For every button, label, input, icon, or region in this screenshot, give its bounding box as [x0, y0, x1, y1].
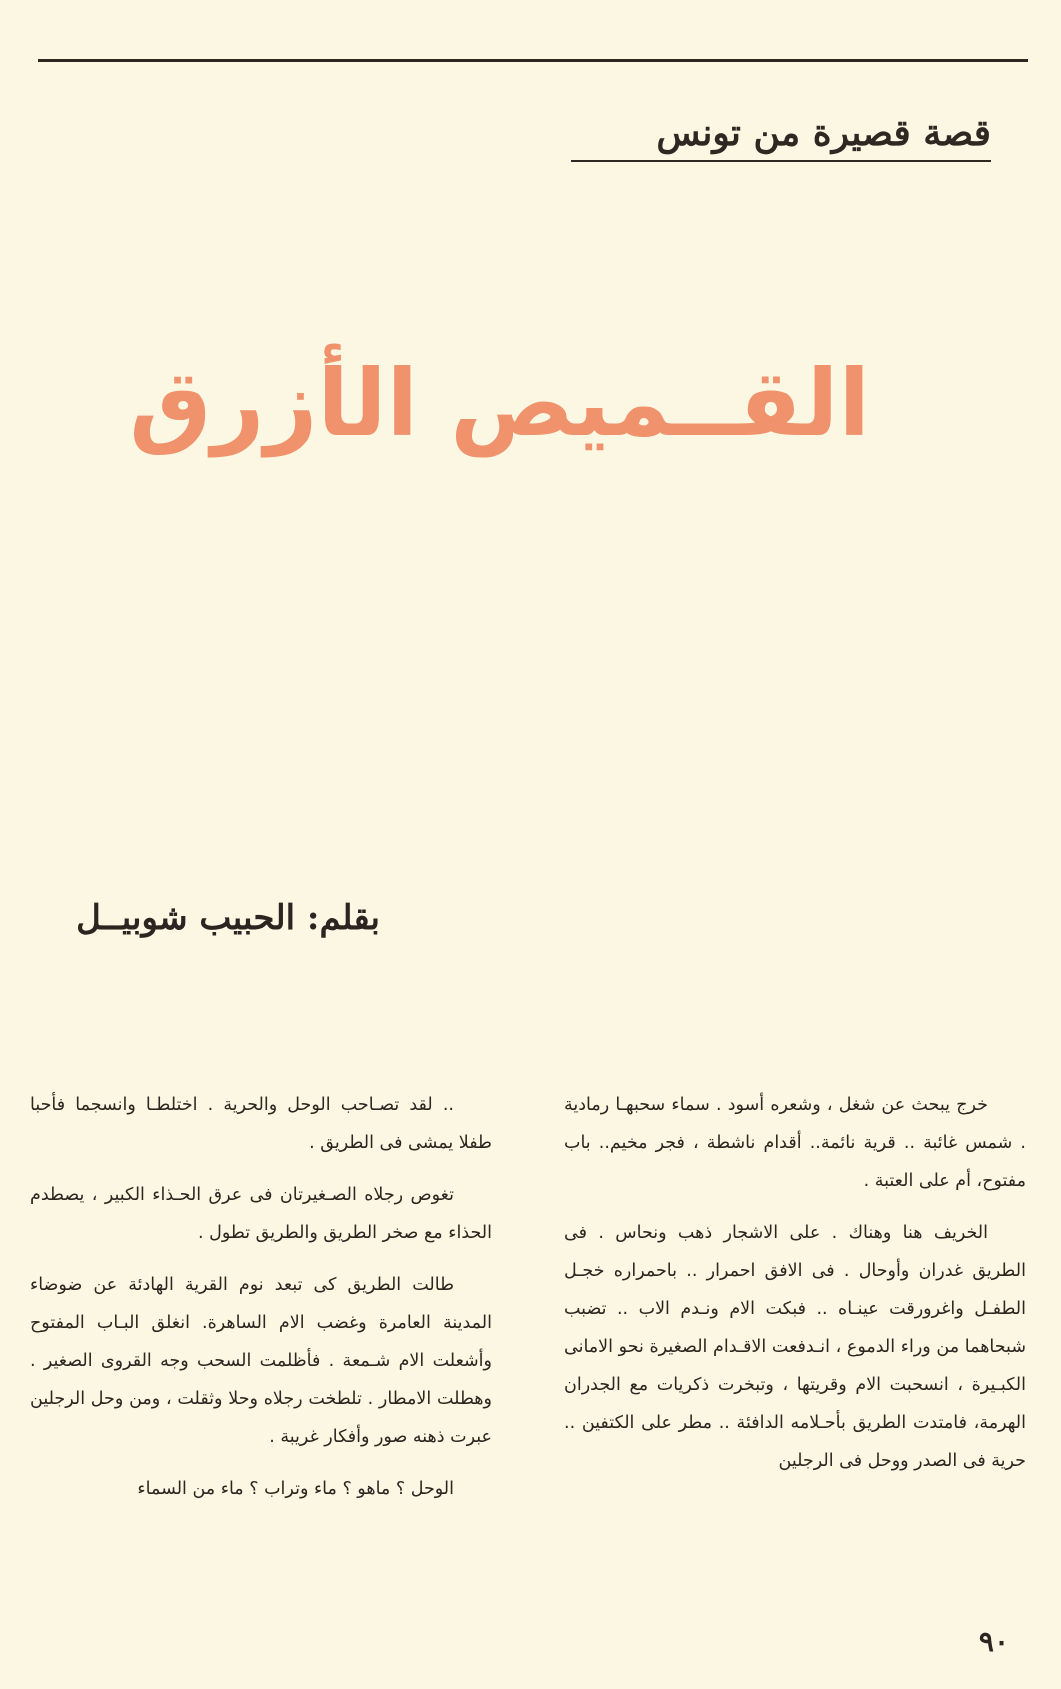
paragraph: تغوص رجلاه الصـغيرتان فى عرق الحـذاء الكبير ، يصطدم الحذاء مع صخر الطريق والطريق تطول . — [30, 1185, 492, 1243]
paragraph: الخريف هنا وهناك . على الاشجار ذهب ونحاس . فى الطريق غدران وأوحال . فى الافق احمرار .. باحمراره خجـل الطفـل واغرورقت عينـاه .. فبكت الام ونـدم الاب .. تضبب شبحاهما من وراء الدموع ، انـدفعت الاقـدام الصغيرة نحو الامانى الكبـيرة ، انسحبت الام وقريتها ، وتبخرت ذكريات مع الجدران الهرمة، فامتدت الطريق بأحـلامه الدافئة .. مطر على الكتفين .. حرية فى الصدر ووحل فى الرجلين — [564, 1223, 1026, 1471]
paragraph: الوحل ؟ ماهو ؟ ماء وتراب ؟ ماء من السماء — [137, 1479, 454, 1499]
section-kicker: قصة قصيرة من تونس — [571, 112, 991, 162]
paragraph: طالت الطريق كى تبعد نوم القرية الهادئة عن ضوضاء المدينة العامرة وغضب الام الساهرة. انغلق البـاب المفتوح وأشعلت الام شـمعة . فأظلمت السحب وجه القروى الصغير . وهطلت الامطار . تلطخت رجلاه وحلا وثقلت ، ومن وحل الرجلين عبرت ذهنه صور وأفكار غريبة . — [30, 1275, 492, 1447]
page-number: ٩٠ — [978, 1625, 1009, 1658]
story-title: القــميص الأزرق — [129, 350, 870, 457]
byline: بقلم: الحبيب شوبيــل — [76, 898, 380, 938]
paragraph: خرج يبحث عن شغل ، وشعره أسود . سماء سحبهـا رمادية . شمس غائبة .. قرية نائمة.. أقدام ناشطة ، فجر مخيم.. باب مفتوح، أم على العتبة . — [564, 1095, 1026, 1191]
text-column-right — [564, 1086, 1026, 1494]
top-rule — [38, 59, 1028, 62]
paragraph: .. لقد تصـاحب الوحل والحرية . اختلطـا وانسجما فأحبا طفلا يمشى فى الطريق . — [30, 1095, 492, 1153]
text-column-left — [30, 1086, 492, 1522]
